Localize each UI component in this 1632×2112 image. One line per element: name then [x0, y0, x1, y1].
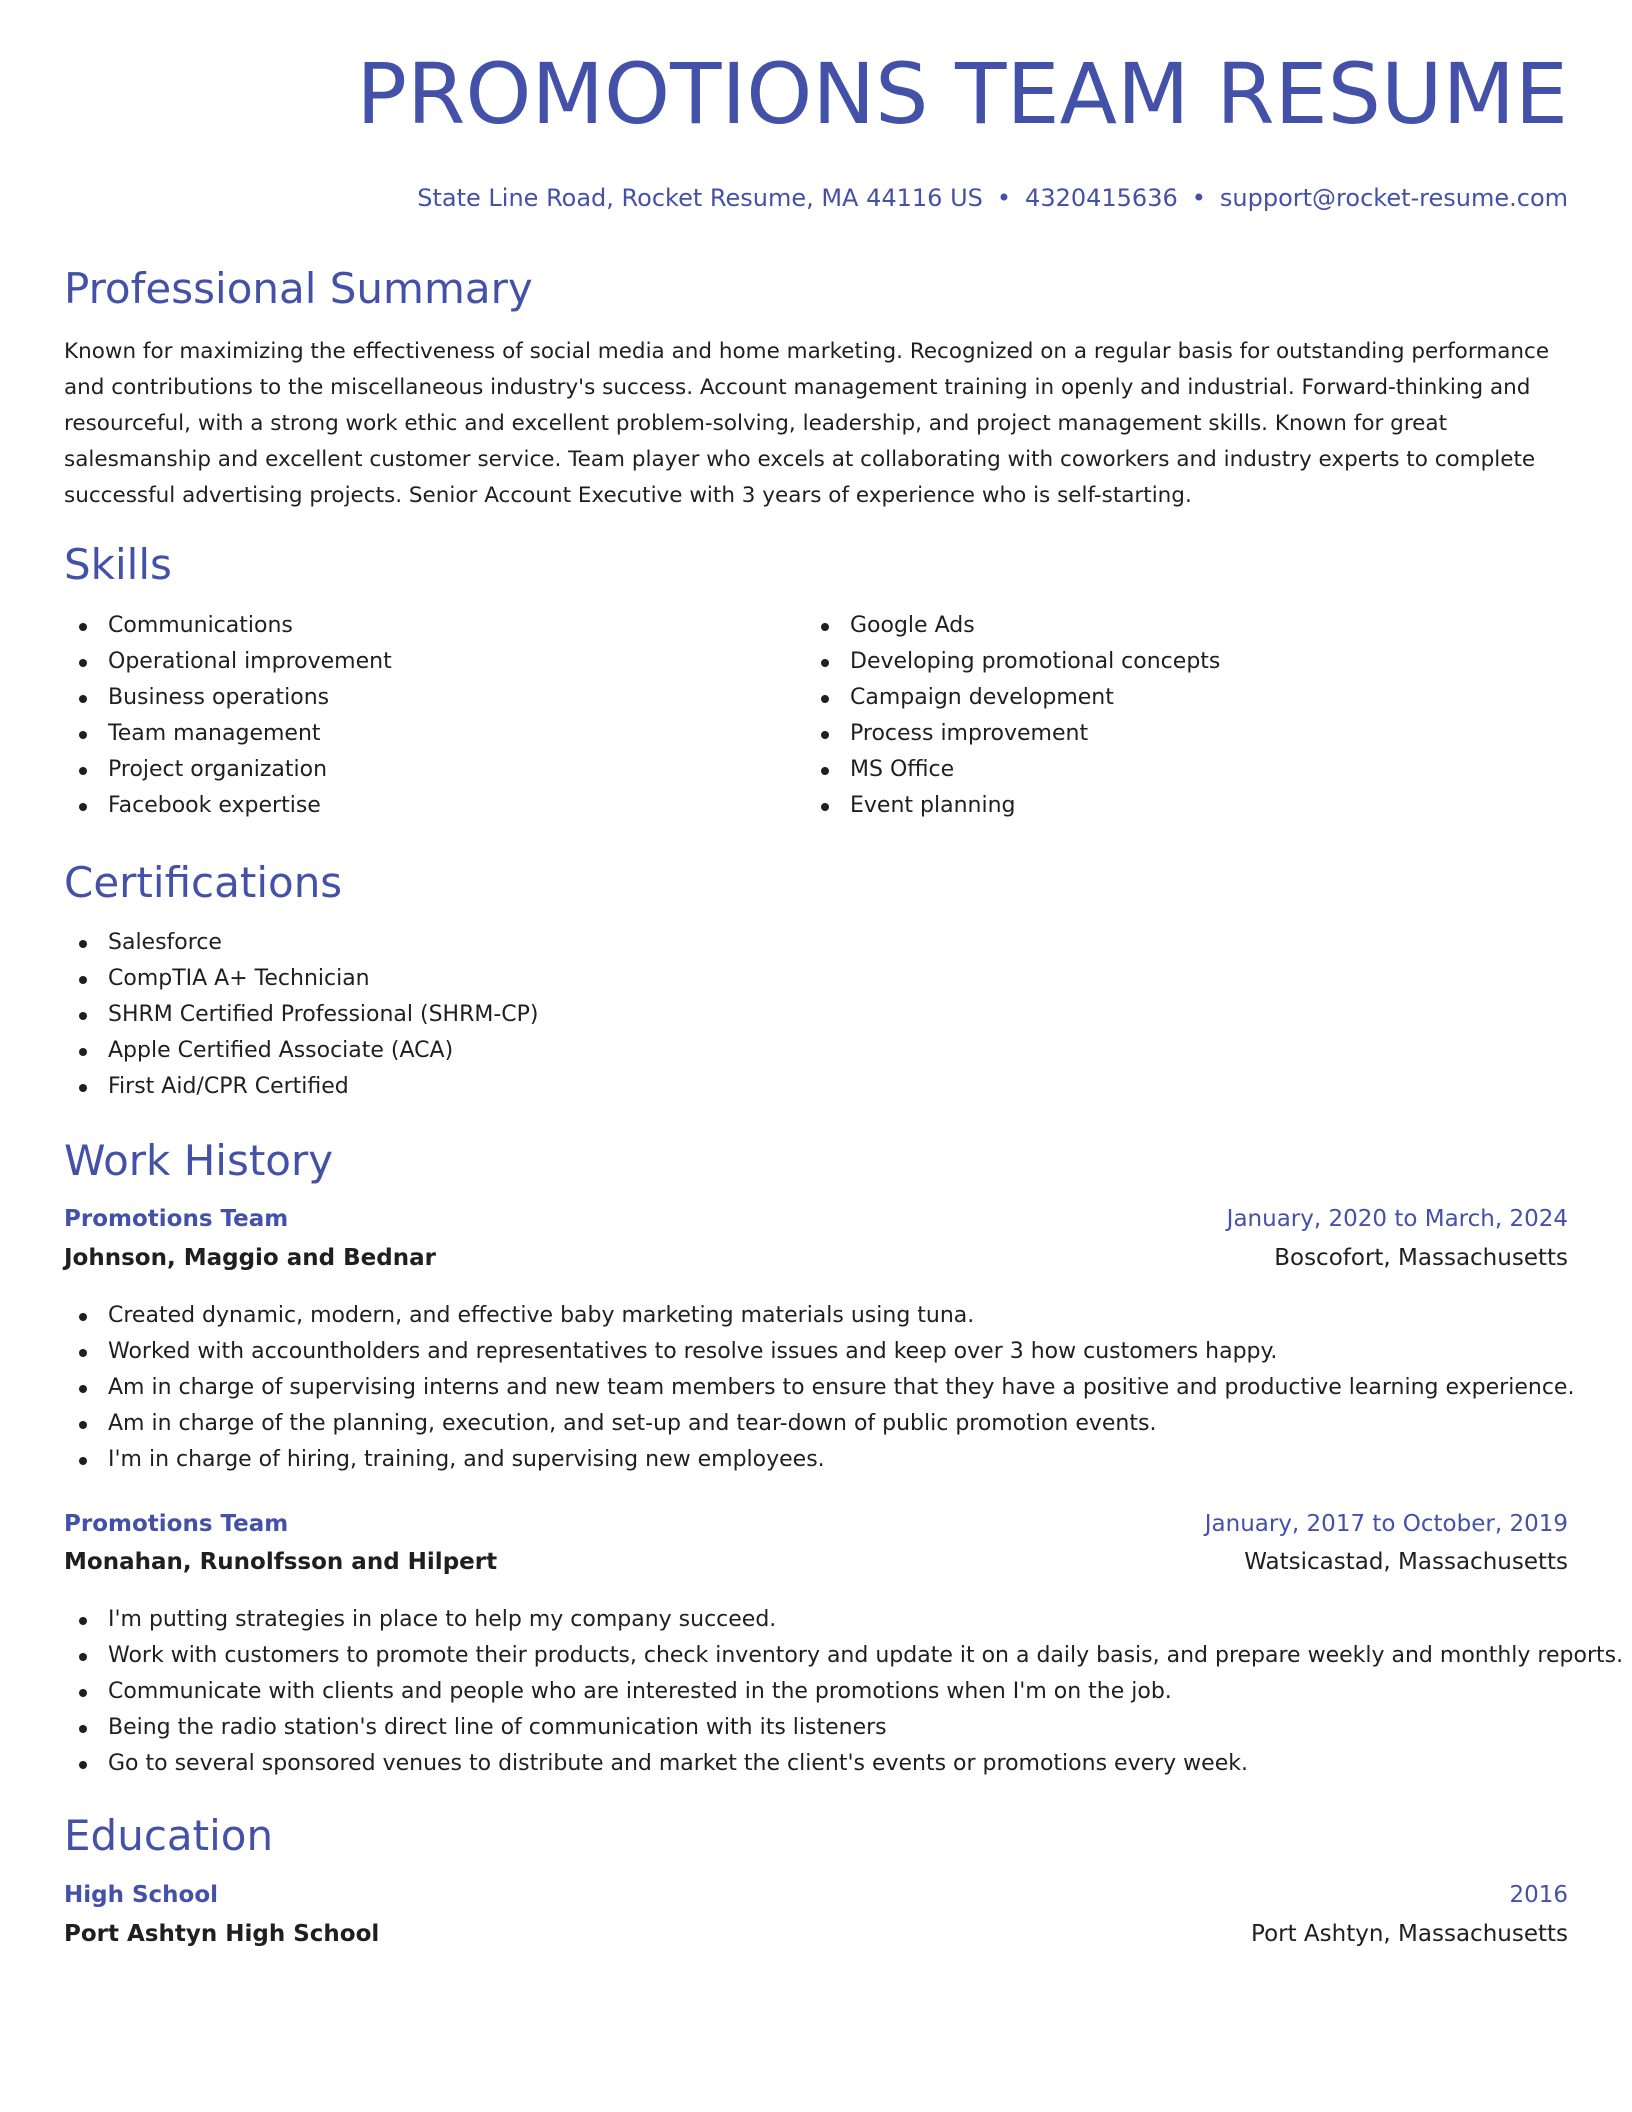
separator-dot: • [1191, 184, 1206, 212]
job-company: Johnson, Maggio and Bednar [64, 1245, 436, 1271]
resume-title: PROMOTIONS TEAM RESUME [356, 45, 1568, 143]
summary-heading: Professional Summary [64, 264, 533, 313]
job-bullet: Work with customers to promote their products, check inventory and update it on a daily basis, and prepare weekly and monthly reports. [64, 1638, 1623, 1674]
job-bullet: I'm in charge of hiring, training, and supervising new employees. [64, 1442, 1574, 1478]
education-header-row [64, 1882, 1568, 1918]
job-bullet: Go to several sponsored venues to distribute and market the client's events or promotions every week. [64, 1746, 1623, 1782]
phone-text: 4320415636 [1025, 184, 1178, 212]
job-dates: January, 2020 to March, 2024 [1226, 1206, 1568, 1232]
job-header-row [64, 1206, 1568, 1242]
certification-item: SHRM Certified Professional (SHRM-CP) [64, 997, 539, 1033]
skill-item: MS Office [806, 752, 1220, 788]
address-text: State Line Road, Rocket Resume, MA 44116 US [417, 184, 983, 212]
skill-item: Developing promotional concepts [806, 644, 1220, 680]
job-company-row [64, 1245, 1568, 1281]
job-dates: January, 2017 to October, 2019 [1204, 1511, 1568, 1537]
job-company-row [64, 1549, 1568, 1585]
skill-item: Communications [64, 608, 392, 644]
job-bullet: Communicate with clients and people who are interested in the promotions when I'm on the job. [64, 1674, 1623, 1710]
certification-item: Apple Certified Associate (ACA) [64, 1033, 539, 1069]
skill-item: Google Ads [806, 608, 1220, 644]
job-bullet: I'm putting strategies in place to help my company succeed. [64, 1602, 1623, 1638]
skill-item: Operational improvement [64, 644, 392, 680]
job-bullets [64, 1298, 1574, 1478]
certification-item: Salesforce [64, 925, 539, 961]
certification-item: First Aid/CPR Certified [64, 1069, 539, 1105]
education-school: Port Ashtyn High School [64, 1921, 380, 1947]
skills-list-left [64, 608, 392, 824]
certification-item: CompTIA A+ Technician [64, 961, 539, 997]
job-bullet: Am in charge of supervising interns and new team members to ensure that they have a positive and productive learning experience. [64, 1370, 1574, 1406]
separator-dot: • [996, 184, 1012, 212]
education-degree: High School [64, 1882, 219, 1908]
job-bullet: Created dynamic, modern, and effective baby marketing materials using tuna. [64, 1298, 1574, 1334]
job-bullet: Worked with accountholders and representatives to resolve issues and keep over 3 how customers happy. [64, 1334, 1574, 1370]
work-history-heading: Work History [64, 1136, 334, 1185]
skill-item: Team management [64, 716, 392, 752]
job-location: Watsicastad, Massachusetts [1244, 1549, 1568, 1575]
job-header-row [64, 1511, 1568, 1547]
job-company: Monahan, Runolfsson and Hilpert [64, 1549, 498, 1575]
job-location: Boscofort, Massachusetts [1274, 1245, 1568, 1271]
skill-item: Business operations [64, 680, 392, 716]
education-school-row [64, 1921, 1568, 1957]
job-bullet: Being the radio station's direct line of communication with its listeners [64, 1710, 1623, 1746]
education-year: 2016 [1509, 1882, 1568, 1908]
skill-item: Process improvement [806, 716, 1220, 752]
summary-text: Known for maximizing the effectiveness of social media and home marketing. Recognized on a regular basis for outstanding performance and contributions to the miscellaneous industry's success. Account management training in openly and industrial. Forward-thinking and resourceful, with a strong work ethic and excellent problem-solving, leadership, and project management skills. Known for great salesmanship and excellent customer service. Team player who excels at collaborating with coworkers and industry experts to complete successful advertising projects. Senior Account Executive with 3 years of experience who is self-starting. [64, 339, 1550, 508]
certifications-list [64, 925, 539, 1105]
certifications-heading: Certifications [64, 858, 343, 907]
education-location: Port Ashtyn, Massachusetts [1251, 1921, 1568, 1947]
skill-item: Facebook expertise [64, 788, 392, 824]
skills-list-right [806, 608, 1220, 824]
skill-item: Event planning [806, 788, 1220, 824]
education-heading: Education [64, 1811, 274, 1860]
skills-heading: Skills [64, 540, 172, 589]
job-bullets [64, 1602, 1623, 1782]
contact-line [417, 184, 1568, 212]
job-bullet: Am in charge of the planning, execution, and set-up and tear-down of public promotion events. [64, 1406, 1574, 1442]
email-text: support@rocket-resume.com [1219, 184, 1568, 212]
skill-item: Project organization [64, 752, 392, 788]
skill-item: Campaign development [806, 680, 1220, 716]
job-role: Promotions Team [64, 1511, 289, 1537]
job-role: Promotions Team [64, 1206, 289, 1232]
